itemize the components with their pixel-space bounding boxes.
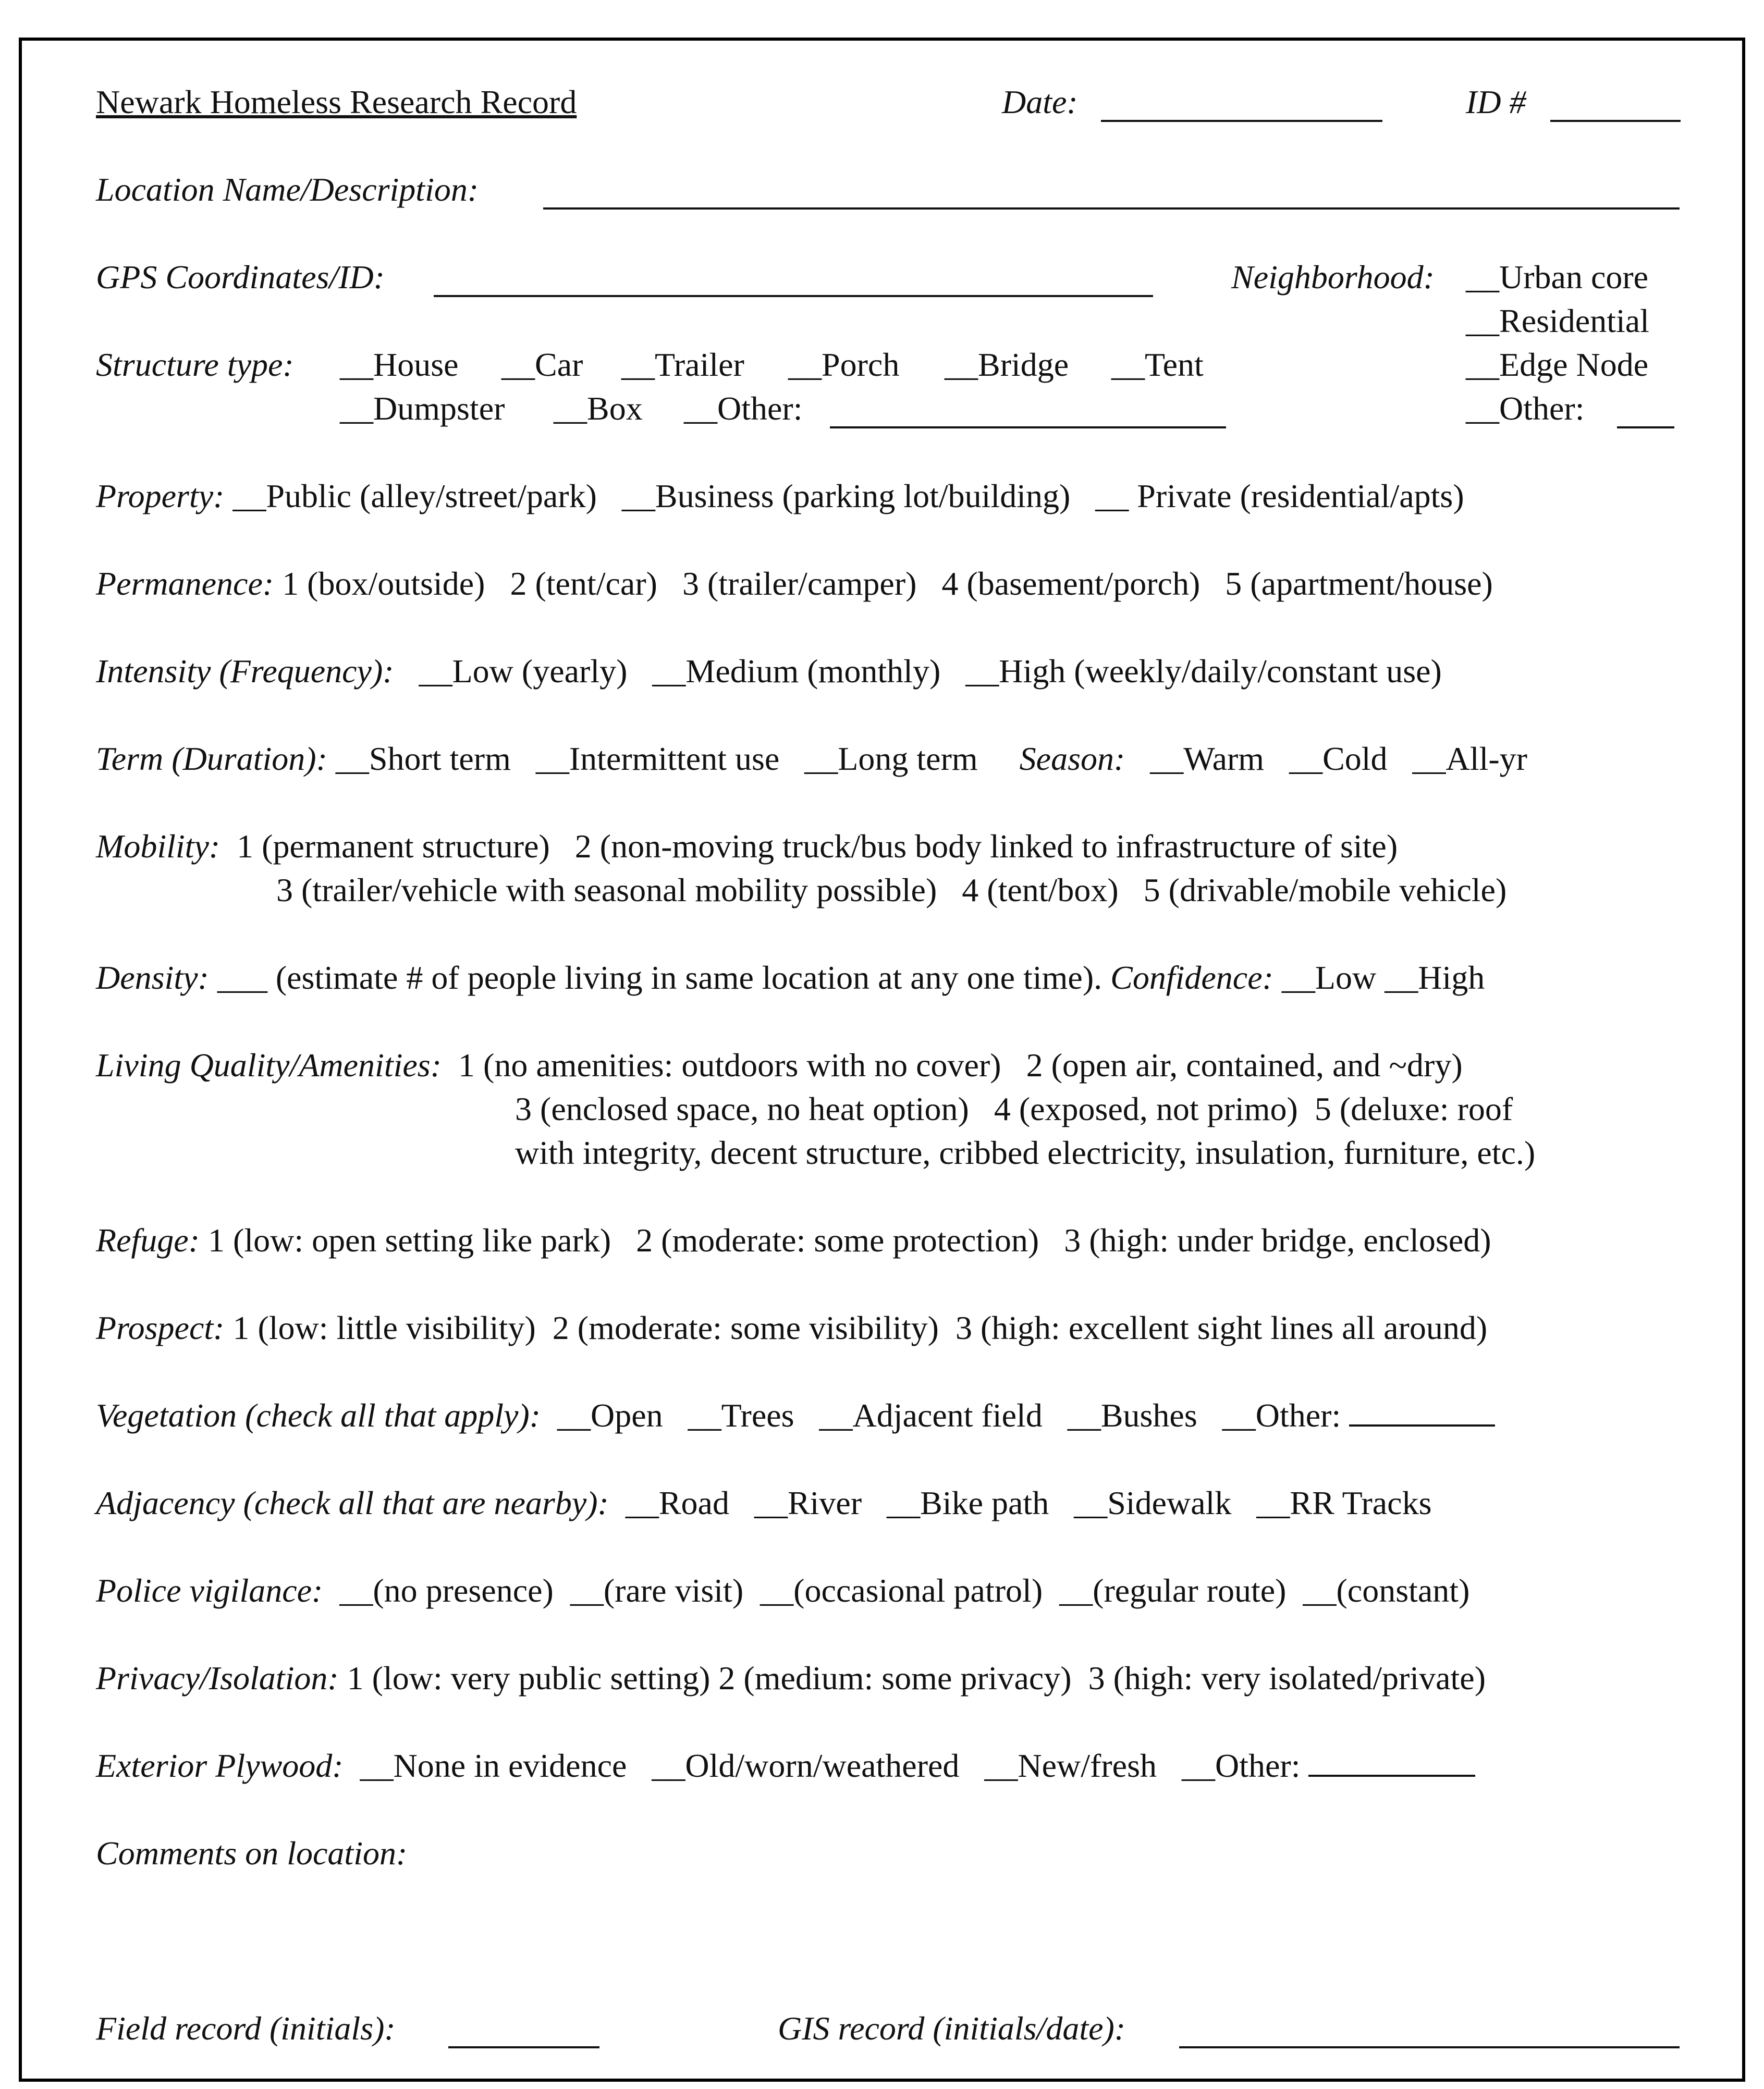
structure-label: Structure type: (96, 346, 294, 383)
living-4[interactable]: 4 (exposed, not primo) (994, 1090, 1298, 1127)
adjacency-road[interactable]: __Road (625, 1484, 729, 1521)
living-row-3: with integrity, decent structure, cribbed electricity, insulation, furniture, etc.) (515, 1134, 1536, 1171)
mobility-5[interactable]: 5 (drivable/mobile vehicle) (1143, 871, 1507, 908)
vegetation-open[interactable]: __Open (557, 1397, 663, 1434)
id-label: ID # (1466, 83, 1526, 120)
season-warm[interactable]: __Warm (1150, 740, 1265, 777)
adjacency-river[interactable]: __River (754, 1484, 862, 1521)
permanence-2[interactable]: 2 (tent/car) (510, 565, 657, 602)
mobility-2[interactable]: 2 (non-moving truck/bus body linked to infrastructure of site) (574, 828, 1398, 865)
police-constant[interactable]: __(constant) (1303, 1572, 1470, 1609)
structure-tent[interactable]: __Tent (1111, 346, 1204, 383)
police-regular-route[interactable]: __(regular route) (1059, 1572, 1287, 1609)
prospect-row (96, 1307, 1487, 1349)
privacy-2[interactable]: 2 (medium: some privacy) (718, 1660, 1072, 1697)
term-intermittent[interactable]: __Intermittent use (535, 740, 780, 777)
privacy-1[interactable]: 1 (low: very public setting) (347, 1660, 710, 1697)
density-description: (estimate # of people living in same location at any one time). (275, 959, 1102, 996)
confidence-high[interactable]: __High (1385, 959, 1485, 996)
permanence-3[interactable]: 3 (trailer/camper) (682, 565, 917, 602)
mobility-row-1 (96, 826, 1398, 867)
id-field[interactable] (1550, 91, 1681, 122)
property-row (96, 475, 1464, 517)
vegetation-bushes[interactable]: __Bushes (1067, 1397, 1197, 1434)
season-label: Season: (1019, 740, 1125, 777)
plywood-none[interactable]: __None in evidence (360, 1747, 627, 1784)
adjacency-row (96, 1482, 1431, 1524)
refuge-row (96, 1220, 1491, 1261)
living-1[interactable]: 1 (no amenities: outdoors with no cover) (458, 1047, 1001, 1084)
neighborhood-residential[interactable]: __Residential (1466, 302, 1649, 339)
police-rare-visit[interactable]: __(rare visit) (570, 1572, 744, 1609)
structure-car[interactable]: __Car (501, 346, 583, 383)
police-no-presence[interactable]: __(no presence) (339, 1572, 554, 1609)
density-label: Density: (96, 959, 209, 996)
season-all-yr[interactable]: __All-yr (1412, 740, 1527, 777)
police-row (96, 1570, 1469, 1612)
permanence-5[interactable]: 5 (apartment/house) (1225, 565, 1493, 602)
location-label: Location Name/Description: (96, 171, 479, 208)
prospect-3[interactable]: 3 (high: excellent sight lines all around) (955, 1309, 1488, 1346)
vegetation-adjacent-field[interactable]: __Adjacent field (819, 1397, 1043, 1434)
prospect-label: Prospect: (96, 1309, 225, 1346)
permanence-1[interactable]: 1 (box/outside) (282, 565, 485, 602)
date-label: Date: (1002, 83, 1078, 120)
neighborhood-urban-core[interactable]: __Urban core (1466, 259, 1649, 296)
term-label: Term (Duration): (96, 740, 327, 777)
living-2[interactable]: 2 (open air, contained, and ~dry) (1026, 1047, 1463, 1084)
living-3[interactable]: 3 (enclosed space, no heat option) (515, 1090, 969, 1127)
vegetation-other[interactable]: __Other: (1222, 1397, 1341, 1434)
structure-other[interactable]: __Other: (684, 390, 803, 427)
privacy-3[interactable]: 3 (high: very isolated/private) (1088, 1660, 1486, 1697)
mobility-label: Mobility: (96, 828, 220, 865)
plywood-old[interactable]: __Old/worn/weathered (652, 1747, 960, 1784)
gps-label: GPS Coordinates/ID: (96, 259, 385, 296)
permanence-label: Permanence: (96, 565, 274, 602)
intensity-low[interactable]: __Low (yearly) (419, 653, 628, 690)
neighborhood-label: Neighborhood: (1231, 259, 1435, 296)
gis-record-field[interactable] (1179, 2017, 1680, 2048)
living-row-1 (96, 1044, 1463, 1086)
structure-trailer[interactable]: __Trailer (621, 346, 744, 383)
property-public[interactable]: __Public (alley/street/park) (232, 477, 597, 514)
property-private[interactable]: __ Private (residential/apts) (1095, 477, 1464, 514)
density-blank[interactable]: ___ (217, 959, 267, 996)
adjacency-bike-path[interactable]: __Bike path (887, 1484, 1049, 1521)
prospect-2[interactable]: 2 (moderate: some visibility) (552, 1309, 939, 1346)
neighborhood-other-field[interactable] (1617, 397, 1674, 428)
confidence-low[interactable]: __Low (1281, 959, 1377, 996)
vegetation-other-field[interactable] (1349, 1395, 1495, 1427)
adjacency-rr-tracks[interactable]: __RR Tracks (1256, 1484, 1432, 1521)
police-label: Police vigilance: (96, 1572, 323, 1609)
form-title: Newark Homeless Research Record (96, 83, 577, 120)
structure-house[interactable]: __House (340, 346, 459, 383)
structure-box[interactable]: __Box (554, 390, 643, 427)
season-cold[interactable]: __Cold (1289, 740, 1388, 777)
neighborhood-edge-node[interactable]: __Edge Node (1466, 346, 1649, 383)
plywood-new[interactable]: __New/fresh (984, 1747, 1157, 1784)
plywood-other[interactable]: __Other: (1181, 1747, 1301, 1784)
vegetation-label: Vegetation (check all that apply): (96, 1397, 541, 1434)
date-field[interactable] (1101, 91, 1382, 122)
field-record-field[interactable] (448, 2017, 599, 2048)
comments-label: Comments on location: (96, 1835, 408, 1872)
term-long[interactable]: __Long term (804, 740, 978, 777)
living-5[interactable]: 5 (deluxe: roof (1314, 1090, 1513, 1127)
refuge-label: Refuge: (96, 1222, 200, 1259)
density-row (96, 957, 1485, 999)
field-record-label: Field record (initials): (96, 2010, 396, 2047)
adjacency-label: Adjacency (check all that are nearby): (96, 1484, 609, 1521)
intensity-label: Intensity (Frequency): (96, 653, 394, 690)
property-business[interactable]: __Business (parking lot/building) (621, 477, 1071, 514)
living-label: Living Quality/Amenities: (96, 1047, 442, 1084)
term-row (96, 738, 1527, 780)
prospect-1[interactable]: 1 (low: little visibility) (232, 1309, 536, 1346)
plywood-row (96, 1745, 1475, 1787)
comments-area[interactable] (96, 1881, 1681, 1964)
structure-bridge[interactable]: __Bridge (945, 346, 1069, 383)
term-short[interactable]: __Short term (335, 740, 511, 777)
adjacency-sidewalk[interactable]: __Sidewalk (1074, 1484, 1232, 1521)
refuge-1[interactable]: 1 (low: open setting like park) (208, 1222, 611, 1259)
mobility-row-2 (276, 869, 1506, 911)
gps-field[interactable] (434, 266, 1153, 297)
gis-record-label: GIS record (initials/date): (778, 2010, 1126, 2047)
permanence-4[interactable]: 4 (basement/porch) (941, 565, 1200, 602)
privacy-row (96, 1657, 1486, 1699)
living-row-2 (515, 1088, 1513, 1130)
mobility-3[interactable]: 3 (trailer/vehicle with seasonal mobility possible) (276, 871, 937, 908)
mobility-4[interactable]: 4 (tent/box) (962, 871, 1119, 908)
mobility-1[interactable]: 1 (permanent structure) (237, 828, 550, 865)
research-record-form (19, 38, 1745, 2082)
property-label: Property: (96, 477, 225, 514)
structure-porch[interactable]: __Porch (788, 346, 900, 383)
plywood-other-field[interactable] (1308, 1746, 1475, 1777)
refuge-3[interactable]: 3 (high: under bridge, enclosed) (1064, 1222, 1491, 1259)
vegetation-trees[interactable]: __Trees (688, 1397, 794, 1434)
structure-other-field[interactable] (830, 397, 1226, 428)
vegetation-row (96, 1395, 1495, 1436)
police-occasional-patrol[interactable]: __(occasional patrol) (760, 1572, 1043, 1609)
structure-dumpster[interactable]: __Dumpster (340, 390, 505, 427)
intensity-row (96, 650, 1442, 692)
refuge-2[interactable]: 2 (moderate: some protection) (636, 1222, 1039, 1259)
intensity-high[interactable]: __High (weekly/daily/constant use) (965, 653, 1442, 690)
confidence-label: Confidence: (1110, 959, 1273, 996)
neighborhood-other[interactable]: __Other: (1466, 390, 1585, 427)
plywood-label: Exterior Plywood: (96, 1747, 344, 1784)
privacy-label: Privacy/Isolation: (96, 1660, 339, 1697)
intensity-medium[interactable]: __Medium (monthly) (652, 653, 941, 690)
location-field[interactable] (543, 178, 1680, 210)
permanence-row (96, 563, 1493, 605)
